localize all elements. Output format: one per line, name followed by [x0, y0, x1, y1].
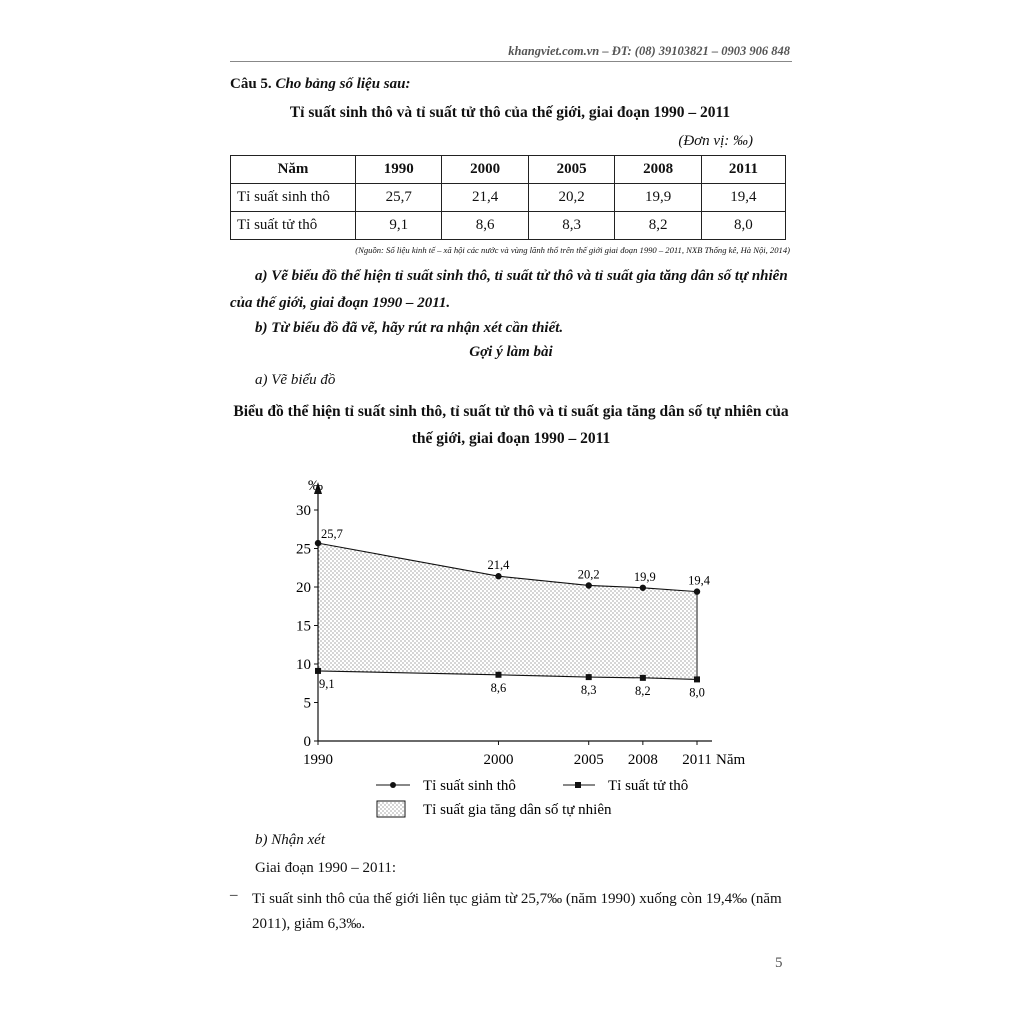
- birth-rate-point: [495, 573, 501, 579]
- task-b: b) Từ biểu đồ đã vẽ, hãy rút ra nhận xét cần thiết.: [255, 320, 564, 336]
- x-tick-label: 2005: [573, 752, 604, 768]
- death-rate-data-label: 9,1: [319, 676, 335, 691]
- table-header-cell: 1990: [356, 156, 442, 184]
- death-rate-point: [586, 674, 592, 680]
- x-tick-label: 2008: [627, 752, 658, 768]
- birth-rate-data-label: 21,4: [487, 558, 510, 573]
- legend-death-label: Tỉ suất tử thô: [608, 778, 689, 794]
- legend-area-label: Tỉ suất gia tăng dân số tự nhiên: [423, 802, 612, 818]
- hint-title: Gợi ý làm bài: [469, 344, 553, 360]
- table-cell: 20,2: [528, 184, 614, 212]
- question-prompt: Cho bảng số liệu sau:: [275, 76, 411, 92]
- y-tick-label: 5: [303, 695, 311, 712]
- legend-area-swatch: [377, 801, 405, 817]
- table-cell: 8,2: [615, 212, 701, 240]
- y-tick-label: 0: [303, 734, 311, 750]
- death-rate-data-label: 8,3: [580, 683, 597, 698]
- birth-rate-data-label: 25,7: [321, 527, 343, 542]
- table-cell: 8,0: [701, 212, 785, 240]
- table-header-cell: 2008: [615, 156, 701, 184]
- birth-rate-data-label: 20,2: [577, 567, 600, 582]
- table-title: Tỉ suất sinh thô và tỉ suất tử thô của thế giới, giai đoạn 1990 – 2011: [289, 104, 731, 121]
- table-row-label: Tỉ suất sinh thô: [231, 184, 356, 212]
- table-cell: 8,3: [528, 212, 614, 240]
- x-tick-label: 2011: [682, 752, 712, 768]
- table-header-cell: 2000: [442, 156, 528, 184]
- bullet-dash: –: [230, 887, 238, 903]
- y-tick-label: 20: [296, 580, 311, 596]
- birth-rate-point: [586, 582, 592, 588]
- question-number: Câu 5.: [230, 76, 272, 92]
- x-tick-label: 2000: [483, 752, 514, 768]
- death-rate-point: [694, 676, 700, 682]
- table-header-cell: Năm: [231, 156, 356, 184]
- legend-death-marker: [575, 782, 581, 788]
- x-tick-label: 1990: [303, 752, 333, 768]
- death-rate-data-label: 8,0: [689, 685, 705, 700]
- death-rate-point: [495, 672, 501, 678]
- table-cell: 8,6: [442, 212, 528, 240]
- death-rate-point: [315, 668, 321, 674]
- y-axis-label: ‰: [308, 478, 323, 494]
- birth-rate-point: [640, 585, 646, 591]
- y-tick-label: 30: [296, 503, 311, 519]
- chart-title: Biểu đồ thể hiện tỉ suất sinh thô, tỉ suất tử thô và tỉ suất gia tăng dân số tự nhiên của thế giới, giai đoạn 1990 – 2011: [233, 403, 789, 447]
- death-rate-data-label: 8,6: [490, 680, 507, 695]
- table-header-cell: 2011: [701, 156, 785, 184]
- answer-period: Giai đoạn 1990 – 2011:: [255, 860, 397, 876]
- page-number: 5: [775, 955, 783, 971]
- y-tick-label: 15: [296, 618, 311, 635]
- legend-birth-marker: [390, 782, 396, 788]
- task-a: a) Vẽ biểu đồ thể hiện tỉ suất sinh thô, tỉ suất tử thô và tỉ suất gia tăng dân số tự nhiên của thế giới, giai đoạn 1990 – 2011.: [230, 268, 788, 311]
- legend-birth-label: Tỉ suất sinh thô: [423, 778, 516, 794]
- y-tick-label: 10: [296, 657, 311, 673]
- answer-bullet: Tỉ suất sinh thô của thế giới liên tục giảm từ 25,7‰ (năm 1990) xuống còn 19,4‰ (năm 2011), giảm 6,3‰.: [252, 891, 782, 932]
- birth-rate-data-label: 19,4: [688, 573, 710, 588]
- x-axis-label: Năm: [716, 752, 746, 768]
- table-source: (Nguồn: Số liệu kinh tế – xã hội các nước và vùng lãnh thổ trên thế giới giai đoạn 1990 – 2011, NXB Thống kê, Hà Nội, 2014): [355, 245, 790, 255]
- birth-rate-data-label: 19,9: [633, 569, 656, 584]
- table-cell: 25,7: [356, 184, 442, 212]
- page-header-contact: khangviet.com.vn – ĐT: (08) 39103821 – 0903 906 848: [508, 44, 790, 58]
- death-rate-data-label: 8,2: [635, 683, 651, 698]
- table-unit: (Đơn vị: ‰): [678, 133, 753, 149]
- table-cell: 21,4: [442, 184, 528, 212]
- answer-part-a: a) Vẽ biểu đồ: [255, 372, 336, 388]
- birth-rate-point: [694, 588, 700, 594]
- death-rate-point: [640, 675, 646, 681]
- table-cell: 9,1: [356, 212, 442, 240]
- table-row-label: Tỉ suất tử thô: [231, 212, 356, 240]
- answer-part-b: b) Nhận xét: [255, 832, 325, 848]
- y-tick-label: 25: [296, 541, 311, 558]
- table-cell: 19,4: [701, 184, 785, 212]
- table-cell: 19,9: [615, 184, 701, 212]
- table-header-cell: 2005: [528, 156, 614, 184]
